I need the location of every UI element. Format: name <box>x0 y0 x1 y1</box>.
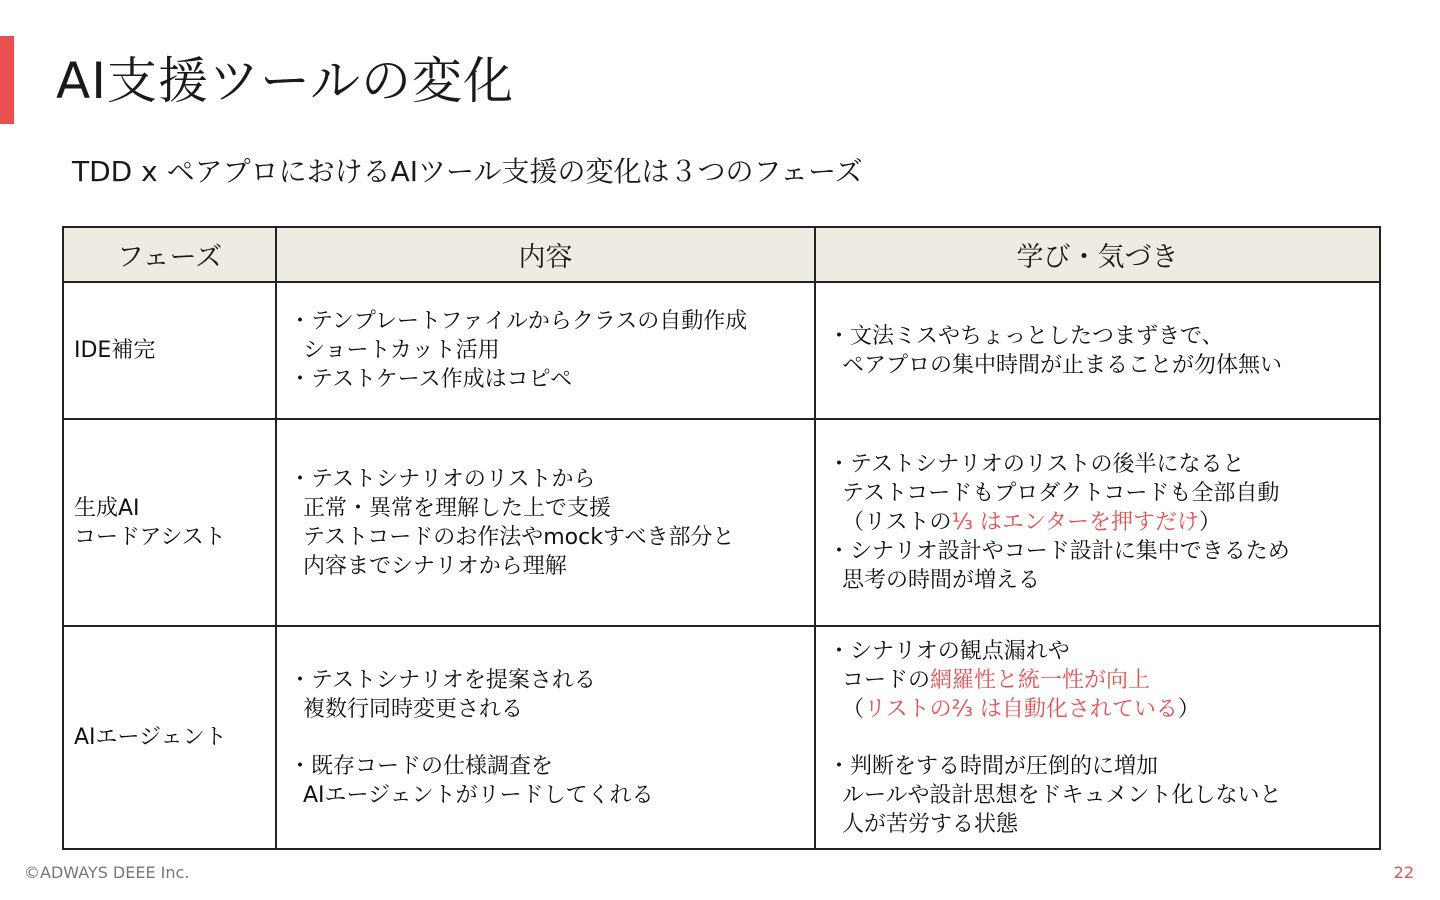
learning-line <box>828 637 1378 666</box>
bullet-marker: ・ <box>828 539 851 564</box>
page-title: AI支援ツールの変化 <box>56 52 514 110</box>
highlight-text: リストの⅔ は自動化されている <box>864 696 1178 722</box>
learning-line <box>828 479 1378 508</box>
learning-line <box>828 450 1378 479</box>
learning-line <box>828 752 1378 781</box>
learning-text: ） <box>1199 510 1222 535</box>
phase-label: コードアシスト <box>74 524 226 550</box>
page-number: 22 <box>1393 863 1414 882</box>
learning-cell <box>815 626 1380 849</box>
learning-text: テストシナリオのリストの後半になると <box>850 452 1245 477</box>
learning-text: 人が苦労する状態 <box>842 811 1019 837</box>
learning-text: 思考の時間が増える <box>842 568 1041 593</box>
learning-text: コードの <box>842 667 931 693</box>
content-text: テンプレートファイルからクラスの自動作成 <box>311 309 748 334</box>
content-cell <box>276 419 815 626</box>
copyright-text: ©ADWAYS DEEE Inc. <box>24 863 190 882</box>
learning-line <box>828 566 1378 595</box>
content-line <box>289 465 813 494</box>
phase-table <box>62 226 1381 850</box>
content-line <box>289 666 813 695</box>
learning-line <box>828 322 1378 351</box>
learning-cell <box>815 419 1380 626</box>
content-text: テストシナリオのリストから <box>311 466 596 492</box>
learning-line <box>828 781 1378 810</box>
phase-label: AIエージェント <box>74 725 227 750</box>
bullet-marker: ・ <box>828 452 851 477</box>
bullet-marker: ・ <box>289 466 312 492</box>
line-gap <box>828 724 1378 752</box>
learning-text: ペアプロの集中時間が止まることが勿体無い <box>842 352 1283 378</box>
learning-text: ） <box>1177 696 1200 722</box>
content-line <box>289 336 813 365</box>
content-line <box>289 695 813 724</box>
learning-line <box>828 695 1378 724</box>
learning-text: 判断をする時間が圧倒的に増加 <box>850 753 1159 779</box>
content-text: 内容までシナリオから理解 <box>303 553 567 579</box>
table-row <box>63 282 1380 419</box>
content-line <box>289 307 813 336</box>
content-line <box>289 781 813 810</box>
table-header-row <box>63 227 1380 282</box>
title-accent-bar <box>0 36 14 124</box>
content-text: テストケース作成はコピペ <box>311 367 573 392</box>
content-text: テストシナリオを提案される <box>311 667 596 693</box>
phase-cell <box>63 419 276 626</box>
content-line <box>289 523 813 552</box>
learning-text: ルールや設計思想をドキュメント化しないと <box>842 782 1282 808</box>
phase-label: 生成AI <box>74 495 140 521</box>
content-cell <box>276 626 815 849</box>
table-row <box>63 419 1380 626</box>
content-line <box>289 494 813 523</box>
table-row <box>63 626 1380 849</box>
bullet-marker: ・ <box>289 309 312 334</box>
bullet-marker: ・ <box>289 667 312 693</box>
content-text: 正常・異常を理解した上で支援 <box>303 495 612 521</box>
learning-text: シナリオの観点漏れや <box>850 638 1070 664</box>
content-text: 既存コードの仕様調査を <box>311 753 554 779</box>
content-cell <box>276 282 815 419</box>
content-text: ショートカット活用 <box>303 338 500 363</box>
bullet-marker: ・ <box>289 753 312 779</box>
content-text: AIエージェントがリードしてくれる <box>303 782 654 808</box>
content-line <box>289 752 813 781</box>
content-text: テストコードのお作法やmockすべき部分と <box>303 524 735 550</box>
highlight-text: ⅓ はエンターを押すだけ <box>951 510 1199 535</box>
bullet-marker: ・ <box>289 367 312 392</box>
bullet-marker: ・ <box>828 323 851 349</box>
learning-line <box>828 351 1378 380</box>
line-gap <box>289 724 813 752</box>
learning-line <box>828 666 1378 695</box>
header-content: 内容 <box>276 227 815 282</box>
content-line <box>289 365 813 394</box>
header-phase: フェーズ <box>63 227 276 282</box>
learning-line <box>828 810 1378 839</box>
page-subtitle: TDD x ペアプロにおけるAIツール支援の変化は３つのフェーズ <box>72 155 863 188</box>
bullet-marker: ・ <box>828 638 851 664</box>
learning-text: 文法ミスやちょっとしたつまずきで、 <box>850 323 1224 349</box>
learning-text: （リストの <box>842 510 952 535</box>
learning-line <box>828 508 1378 537</box>
learning-text: テストコードもプロダクトコードも全部自動 <box>842 481 1280 506</box>
phase-cell <box>63 282 276 419</box>
content-line <box>289 552 813 581</box>
learning-cell <box>815 282 1380 419</box>
content-text: 複数行同時変更される <box>303 696 524 722</box>
learning-text: シナリオ設計やコード設計に集中できるため <box>850 539 1290 564</box>
phase-cell <box>63 626 276 849</box>
phase-label: IDE補完 <box>74 338 156 363</box>
highlight-text: 網羅性と統一性が向上 <box>930 667 1151 693</box>
header-learning: 学び・気づき <box>815 227 1380 282</box>
learning-text: （ <box>842 696 865 722</box>
learning-line <box>828 537 1378 566</box>
bullet-marker: ・ <box>828 753 851 779</box>
